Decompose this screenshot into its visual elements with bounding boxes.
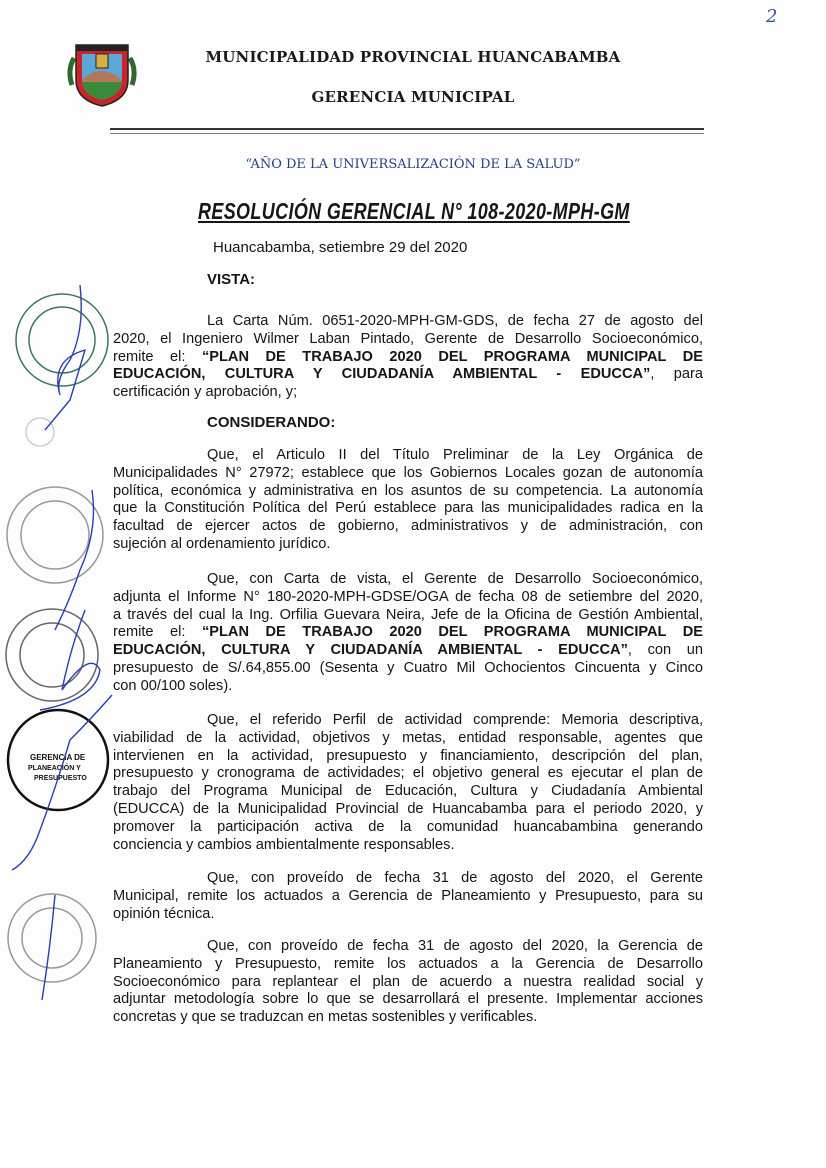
text-segment: política, económica y administrativa en los asuntos de su competencia. La autonomía [113,482,703,499]
text-line [113,888,703,906]
text-line [113,589,703,607]
text-line [113,313,703,331]
stamp-gerencia-municipal-2 [8,894,96,982]
year-motto: “AÑO DE LA UNIVERSALIZACIÓN DE LA SALUD” [245,157,581,172]
bold-text-segment: “PLAN DE TRABAJO 2020 DEL PROGRAMA MUNICIPAL DE [201,624,703,641]
text-segment: Que, con Carta de vista, el Gerente de Desarrollo Socioeconómico, [207,571,703,587]
paragraph-considerando-2 [113,571,703,696]
text-segment: sujeción al ordenamiento jurídico. [113,535,331,552]
text-line [113,748,703,766]
text-segment: Que, el Articulo II del Título Preliminar de la Ley Orgánica de [207,447,703,463]
text-line [113,730,703,748]
considerando-heading: CONSIDERANDO: [207,414,336,431]
text-segment: presupuesto y cronograma de actividades; el objetivo general es ejecutar el plan de [113,765,703,782]
paragraph-considerando-4 [113,870,703,923]
text-line [113,819,703,837]
text-segment: intervienen en la actividad, presupuesto y financiamiento, descripción del plan, [113,747,703,764]
text-segment: Que, con proveído de fecha 31 de agosto del 2020, la Gerencia de [207,938,703,954]
text-segment: , con un [627,642,703,659]
text-segment: Municipalidades N° 27972; establece que los Gobiernos Locales gozan de autonomía [113,464,703,481]
vista-heading: VISTA: [207,271,256,288]
svg-text:GERENCIA DE: GERENCIA DE [30,753,86,762]
text-segment: concretas y que se traduzcan en metas sostenibles y verificables. [113,1009,538,1026]
text-segment: adjuntar metodología sobre lo que se desarrollará el presente. Implementar acciones [113,991,703,1008]
text-line [113,483,703,501]
page-number-mark: 2 [766,6,778,27]
text-line [113,870,703,888]
paragraph-vista [113,313,703,402]
text-segment: con 00/100 soles). [113,677,233,694]
text-line [113,384,703,402]
text-segment: certificación y aprobación, y; [113,384,298,401]
text-segment: viabilidad de la actividad, objetivos y metas, entidad responsable, agentes que [113,729,703,746]
stamp-desarrollo-socioeconomico [6,609,98,701]
text-line [113,447,703,465]
paragraph-considerando-3 [113,712,703,854]
text-line [113,624,703,642]
text-segment: remite el: [113,624,202,641]
text-line [113,642,703,660]
date-line: Huancabamba, setiembre 29 del 2020 [213,239,468,256]
svg-text:PRESUPUESTO: PRESUPUESTO [34,775,87,782]
text-segment: , para [650,366,703,383]
text-line [113,956,703,974]
text-line [113,974,703,992]
text-line [113,678,703,696]
text-line [113,331,703,349]
text-segment: (EDUCCA) de la Municipalidad Provincial de Huancabamba para el periodo 2020, y [113,800,703,817]
header-divider [110,128,704,134]
text-line [113,801,703,819]
text-segment: opinión técnica. [113,905,215,922]
text-line [113,349,703,367]
text-segment: a través del cual la Ing. Orfilia Guevara Neira, Jefe de la Oficina de Gestión Ambiental, [113,606,703,623]
text-segment: Municipal, remite los actuados a Gerencia de Planeamiento y Presupuesto, para su [113,887,703,904]
text-line [113,465,703,483]
office-name: GERENCIA MUNICIPAL [311,88,515,106]
bold-text-segment: “PLAN DE TRABAJO 2020 DEL PROGRAMA MUNICIPAL DE [201,348,703,365]
text-segment: Socioeconómico para replantear el plan de acuerdo a nuestra realidad social y [113,973,703,990]
text-segment: Que, el referido Perfil de actividad comprende: Memoria descriptiva, [207,712,703,728]
text-segment: 2020, el Ingeniero Wilmer Laban Pintado, Gerente de Desarrollo Socioeconómico, [113,330,703,347]
text-segment: presupuesto de S/.64,855.00 (Sesenta y Cuatro Mil Ochocientos Cincuenta y Cinco [113,659,703,676]
text-line [113,518,703,536]
text-segment: La Carta Núm. 0651-2020-MPH-GM-GDS, de fecha 27 de agosto del [207,313,703,329]
text-line [113,765,703,783]
text-line [113,938,703,956]
text-segment: Planeamiento y Presupuesto, remite los actuados a la Gerencia de Desarrollo [113,955,703,972]
text-line [113,991,703,1009]
text-line [113,783,703,801]
text-segment: adjunta el Informe N° 180-2020-MPH-GDSE/OGA de fecha 08 de setiembre del 2020, [113,588,703,605]
text-line [113,837,703,855]
paragraph-considerando-1 [113,447,703,554]
text-segment: que la Constitución Política del Perú establece para las municipalidades radica en la [113,500,703,517]
bold-text-segment: EDUCACIÓN, CULTURA Y CIUDADANÍA AMBIENTAL - EDUCCA” [113,642,628,659]
text-segment: trabajo del Programa Municipal de Educación, Cultura y Ciudadanía Ambiental [113,783,703,800]
bold-text-segment: EDUCACIÓN, CULTURA Y CIUDADANÍA AMBIENTAL - EDUCCA” [113,366,651,383]
text-line [113,366,703,384]
text-line [113,906,703,924]
text-segment: conciencia y cambios ambientalmente responsables. [113,836,455,853]
text-segment: promover la participación activa de la comunidad huancabambina generando [113,818,703,835]
resolution-title: RESOLUCIÓN GERENCIAL N° 108-2020-MPH-GM [198,198,630,224]
text-segment: facultad de ejercer actos de gobierno, administrativos y de administración, con [113,518,703,535]
institution-name: MUNICIPALIDAD PROVINCIAL HUANCABAMBA [205,48,621,66]
stamp-faint [26,418,54,446]
margin-stamps-and-signatures [0,270,120,1000]
text-segment: Que, con proveído de fecha 31 de agosto del 2020, el Gerente [207,870,703,886]
text-line [113,660,703,678]
text-line [113,1009,703,1027]
svg-text:PLANEACIÓN Y: PLANEACIÓN Y [28,765,81,772]
text-line [113,500,703,518]
text-line [113,607,703,625]
text-segment: remite el: [113,348,202,365]
text-line [113,571,703,589]
text-line [113,712,703,730]
paragraph-considerando-5 [113,938,703,1027]
text-line [113,536,703,554]
stamp-gerencia-administracion [7,487,103,583]
